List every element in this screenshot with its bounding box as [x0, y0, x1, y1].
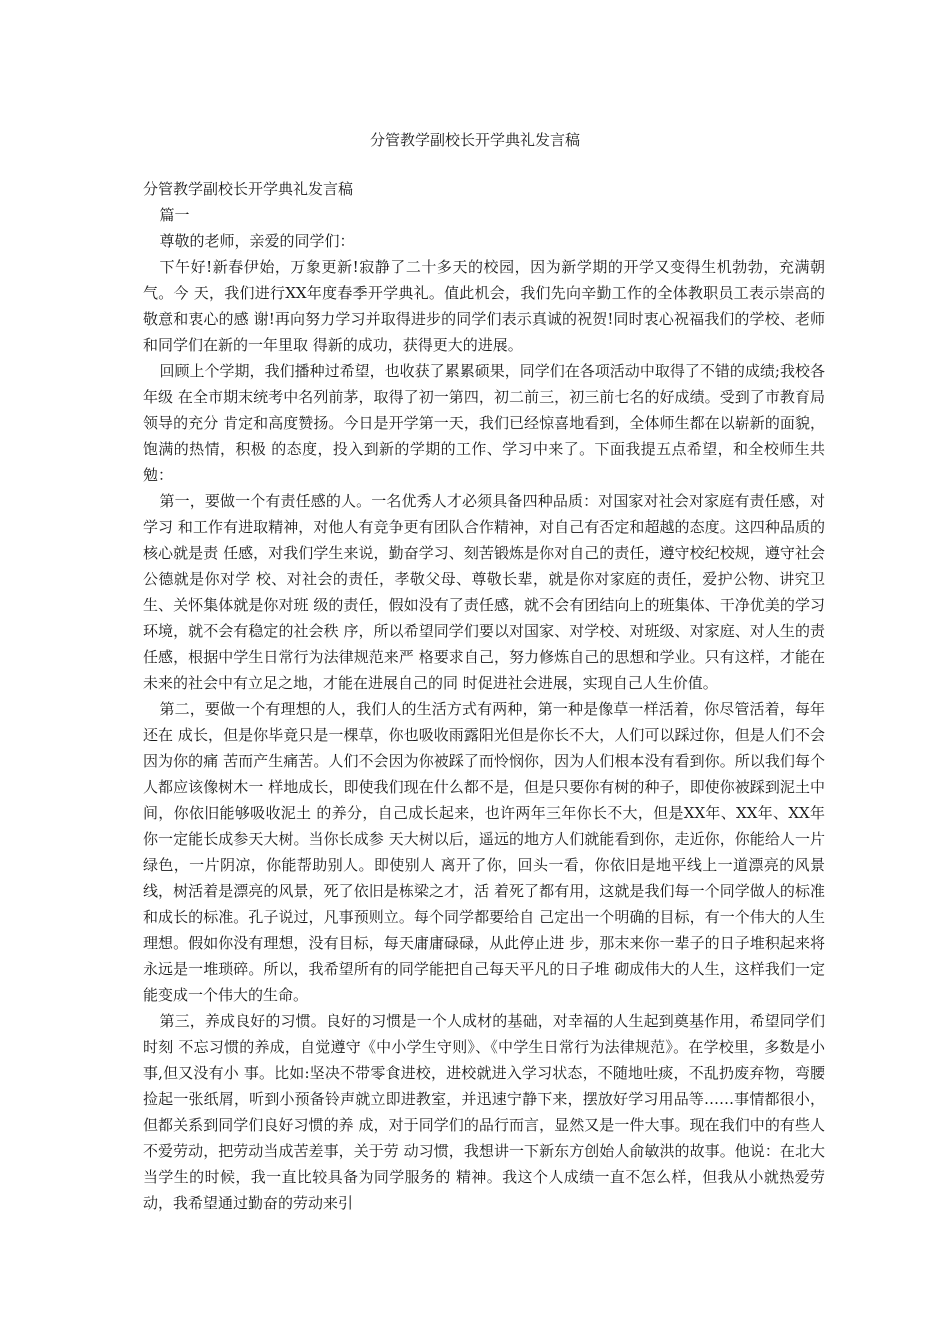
- paragraph-opening: 下午好!新春伊始，万象更新!寂静了二十多天的校园，因为新学期的开学又变得生机勃勃，充满朝气。今 天，我们进行XX年度春季开学典礼。值此机会，我们先向辛勤工作的全体教职员工表示崇高的敬意和衷心的感 谢!再向努力学习并取得进步的同学们表示真诚的祝贺!同时衷心祝福我们的学校、老师和同学们在新的一年里取 得新的成功，获得更大的进展。: [143, 258, 825, 354]
- paragraph-third-hope: 第三，养成良好的习惯。良好的习惯是一个人成材的基础，对幸福的人生起到奠基作用，希望同学们时刻 不忘习惯的养成，自觉遵守《中小学生守则》、《中学生日常行为法律规范》。在学校里，多数是小事,但又没有小 事。比如:坚决不带零食进校，进校就进入学习状态，不随地吐痰，不乱扔废弃物，弯腰捡起一张纸屑，听到小预备铃声就立即进教室，并迅速宁静下来，摆放好学习用品等……事情都很小，但都关系到同学们良好习惯的养 成，对于同学们的品行而言，显然又是一件大事。现在我们中的有些人不爱劳动，把劳动当成苦差事，关于劳 动习惯，我想讲一下新东方创始人俞敏洪的故事。他说：在北大当学生的时候，我一直比较具备为同学服务的 精神。我这个人成绩一直不怎么样，但我从小就热爱劳动，我希望通过勤奋的劳动来引: [143, 1012, 825, 1212]
- document-body: [143, 176, 825, 1216]
- part-label: 篇一: [159, 206, 190, 224]
- paragraph-second-hope: 第二，要做一个有理想的人，我们人的生活方式有两种，第一种是像草一样活着，你尽管活着，每年还在 成长，但是你毕竟只是一棵草，你也吸收雨露阳光但是你长不大，人们可以踩过你，但是人们不会因为你的痛 苦而产生痛苦。人们不会因为你被踩了而怜悯你，因为人们根本没有看到你。所以我们每个人都应该像树木一 样地成长，即使我们现在什么都不是，但是只要你有树的种子，即使你被踩到泥土中间，你依旧能够吸收泥土 的养分，自己成长起来，也许两年三年你长不大，但是XX年、XX年、XX年你一定能长成参天大树。当你长成参 天大树以后，遥远的地方人们就能看到你，走近你，你能给人一片绿色，一片阴凉，你能帮助别人。即使别人 离开了你，回头一看，你依旧是地平线上一道漂亮的风景线，树活着是漂亮的风景，死了依旧是栋梁之才，活 着死了都有用，这就是我们每一个同学做人的标准和成长的标准。孔子说过，凡事预则立。每个同学都要给自 己定出一个明确的目标，有一个伟大的人生理想。假如你没有理想，没有目标，每天庸庸碌碌，从此停止进 步，那末来你一辈子的日子堆积起来将永远是一堆琐碎。所以，我希望所有的同学能把自己每天平凡的日子堆 砌成伟大的人生，这样我们一定能变成一个伟大的生命。: [143, 700, 825, 1004]
- page-title: 分管教学副校长开学典礼发言稿: [369, 131, 580, 149]
- paragraph-first-hope: 第一，要做一个有责任感的人。一名优秀人才必须具备四种品质：对国家对社会对家庭有责任感，对学习 和工作有进取精神，对他人有竞争更有团队合作精神，对自己有否定和超越的态度。这四种品质的核心就是责 任感，对我们学生来说，勤奋学习、刻苦锻炼是你对自己的责任，遵守校纪校规，遵守社会公德就是你对学 校、对社会的责任，孝敬父母、尊敬长辈，就是你对家庭的责任，爱护公物、讲究卫生、关怀集体就是你对班 级的责任，假如没有了责任感，就不会有团结向上的班集体、干净优美的学习环境，就不会有稳定的社会秩 序，所以希望同学们要以对国家、对学校、对班级、对家庭、对人生的责任感，根据中学生日常行为法律规范来严 格要求自己，努力修炼自己的思想和学业。只有这样，才能在未来的社会中有立足之地，才能在进展自己的同 时促进社会进展，实现自己人生价值。: [143, 492, 825, 692]
- greeting: 尊敬的老师，亲爱的同学们：: [159, 232, 355, 250]
- document-heading: 分管教学副校长开学典礼发言稿: [143, 180, 354, 198]
- paragraph-review: 回顾上个学期，我们播种过希望，也收获了累累硕果，同学们在各项活动中取得了不错的成绩;我校各年级 在全市期末统考中名列前茅，取得了初一第四，初二前三，初三前七名的好成绩。受到了市教育局领导的充分 肯定和高度赞扬。今日是开学第一天，我们已经惊喜地看到，全体师生都在以崭新的面貌，饱满的热情，积极 的态度，投入到新的学期的工作、学习中来了。下面我提五点希望，和全校师生共勉：: [143, 362, 825, 484]
